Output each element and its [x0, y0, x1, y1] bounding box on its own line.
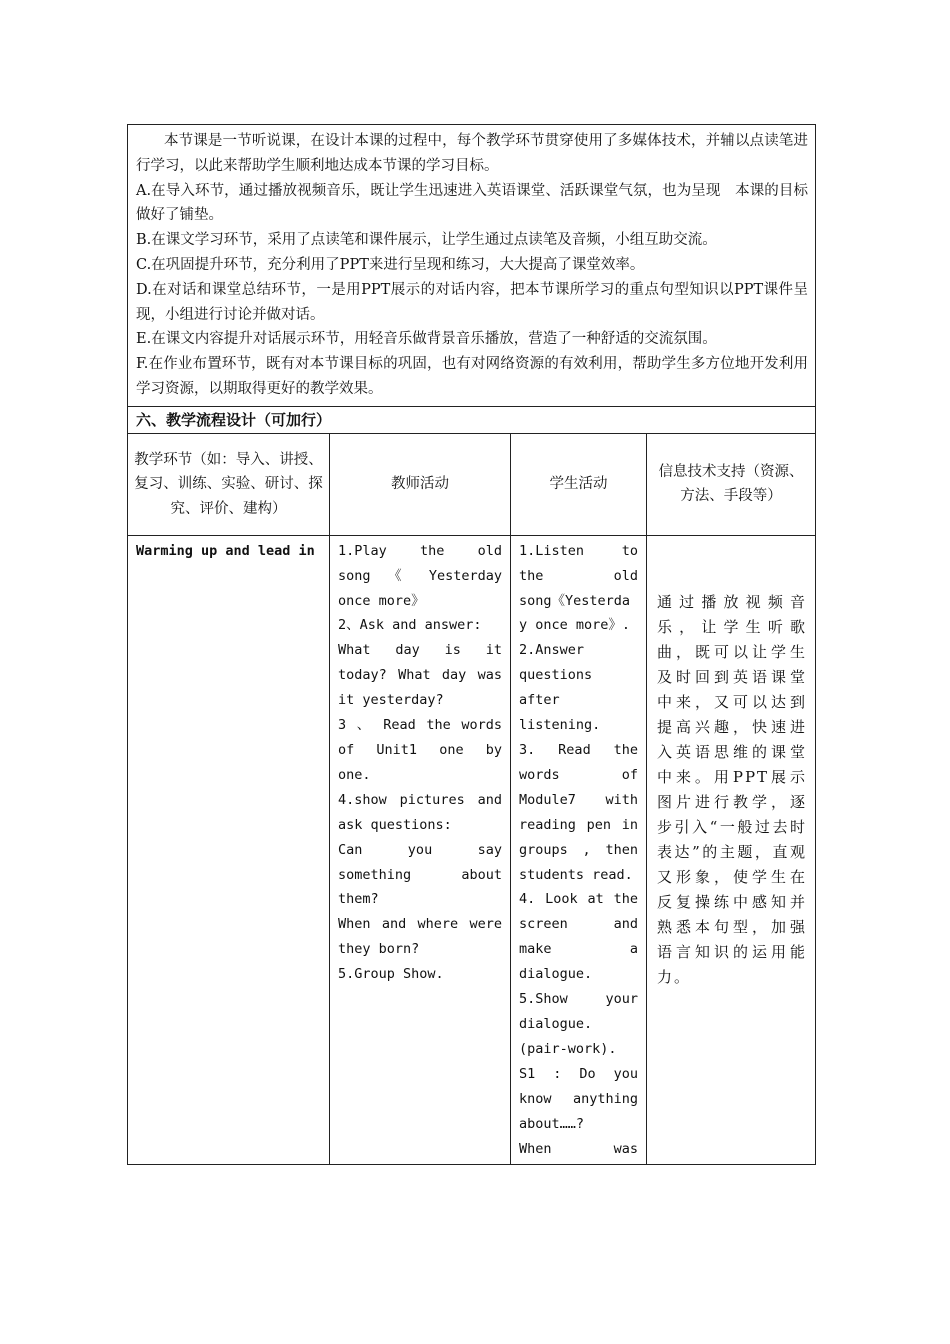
student-line: the old: [519, 567, 638, 584]
design-notes-cell: [128, 125, 816, 407]
student-line: reading pen in: [519, 816, 638, 833]
intro-item-d: D.在对话和课堂总结环节，一是用PPT展示的对话内容，把本节课所学习的重点句型知识以PPT课件呈现，小组进行讨论并做对话。: [136, 281, 808, 323]
student-line: S1 : Do you: [519, 1065, 638, 1082]
teacher-line: something about: [338, 866, 502, 883]
stage-cell: Warming up and lead in: [128, 535, 330, 1165]
student-line: 4. Look at the: [519, 891, 638, 908]
teacher-line: When and where were: [338, 916, 502, 933]
teacher-activity-cell: [330, 535, 511, 1165]
intro-item-b: B.在课文学习环节，采用了点读笔和课件展示，让学生通过点读笔及音频，小组互助交流。: [136, 232, 717, 249]
student-line: 3. Read the: [519, 742, 638, 759]
student-line: (pair-work).: [519, 1040, 617, 1057]
student-line: 5.Show your: [519, 991, 638, 1008]
student-line: make a: [519, 941, 638, 958]
teacher-line: ask questions:: [338, 816, 452, 833]
teacher-line: 5.Group Show.: [338, 966, 444, 983]
teacher-line: 2、Ask and answer:: [338, 617, 482, 634]
student-line: after: [519, 692, 560, 709]
student-line: When was: [519, 1140, 638, 1157]
student-line: 2.Answer: [519, 642, 585, 659]
intro-paragraph: 本节课是一节听说课，在设计本课的过程中，每个教学环节贯穿使用了多媒体技术，并辅以点读笔进行学习，以此来帮助学生顺利地达成本节课的学习目标。: [136, 133, 808, 174]
student-line: listening.: [519, 717, 601, 734]
header-it-support: 信息技术支持（资源、方法、手段等）: [647, 433, 816, 535]
header-row: [128, 433, 816, 535]
student-line: dialogue.: [519, 966, 593, 983]
intro-item-a: A.在导入环节，通过播放视频音乐，既让学生迅速进入英语课堂、活跃课堂气氛，也为呈现 本课的目标做好了铺垫。: [136, 182, 808, 224]
intro-item-c: C.在巩固提升环节，充分利用了PPT来进行呈现和练习，大大提高了课堂效率。: [136, 256, 645, 273]
teacher-line: 1.Play the old: [338, 542, 502, 559]
it-support-cell: 通过播放视频音乐，让学生听歌曲，既可以让学生及时回到英语课堂中来，又可以达到提高兴趣，快速进入英语思维的课堂中来。用PPT展示图片进行教学，逐步引入“一般过去时表达”的主题，直观又形象，使学生在反复操练中感知并熟悉本句型，加强语言知识的运用能力。: [647, 535, 816, 1165]
teacher-line: song 《 Yesterday: [338, 567, 502, 584]
section-row: [128, 406, 816, 433]
student-line: screen and: [519, 916, 638, 933]
teacher-line: it yesterday?: [338, 692, 444, 709]
student-line: students read.: [519, 866, 633, 883]
student-line: Module7 with: [519, 791, 638, 808]
teacher-line: them?: [338, 891, 379, 908]
student-activity-cell: [511, 535, 647, 1165]
intro-item-e: E.在课文内容提升对话展示环节，用轻音乐做背景音乐播放，营造了一种舒适的交流氛围。: [136, 331, 717, 348]
student-line: dialogue.: [519, 1015, 593, 1032]
teacher-line: 4.show pictures and: [338, 791, 502, 808]
student-line: questions: [519, 667, 593, 684]
student-line: 1.Listen to: [519, 542, 638, 559]
student-line: song《Yesterda: [519, 592, 631, 609]
teacher-line: today? What day was: [338, 667, 502, 684]
intro-row: [128, 125, 816, 407]
student-line: about……?: [519, 1115, 585, 1132]
student-line: words of: [519, 766, 638, 783]
student-line: y once more》.: [519, 617, 631, 634]
document-page: [127, 124, 815, 1165]
teacher-line: Can you say: [338, 841, 502, 858]
teacher-line: one.: [338, 766, 371, 783]
intro-item-f: F.在作业布置环节，既有对本节课目标的巩固，也有对网络资源的有效利用，帮助学生多方位地开发利用学习资源，以期取得更好的教学效果。: [136, 356, 808, 397]
teacher-line: of Unit1 one by: [338, 742, 502, 759]
lesson-plan-table: [127, 124, 816, 1165]
student-line: groups , then: [519, 841, 638, 858]
teacher-line: What day is it: [338, 642, 502, 659]
table-row: [128, 535, 816, 1165]
teacher-line: once more》: [338, 592, 425, 609]
section-title: 六、教学流程设计（可加行）: [128, 406, 816, 433]
header-teacher: 教师活动: [330, 433, 511, 535]
teacher-line: they born?: [338, 941, 420, 958]
header-student: 学生活动: [511, 433, 647, 535]
student-line: know anything: [519, 1090, 638, 1107]
header-stage: 教学环节（如：导入、讲授、复习、训练、实验、研讨、探究、评价、建构）: [128, 433, 330, 535]
teacher-line: 3 、 Read the words: [338, 717, 502, 734]
